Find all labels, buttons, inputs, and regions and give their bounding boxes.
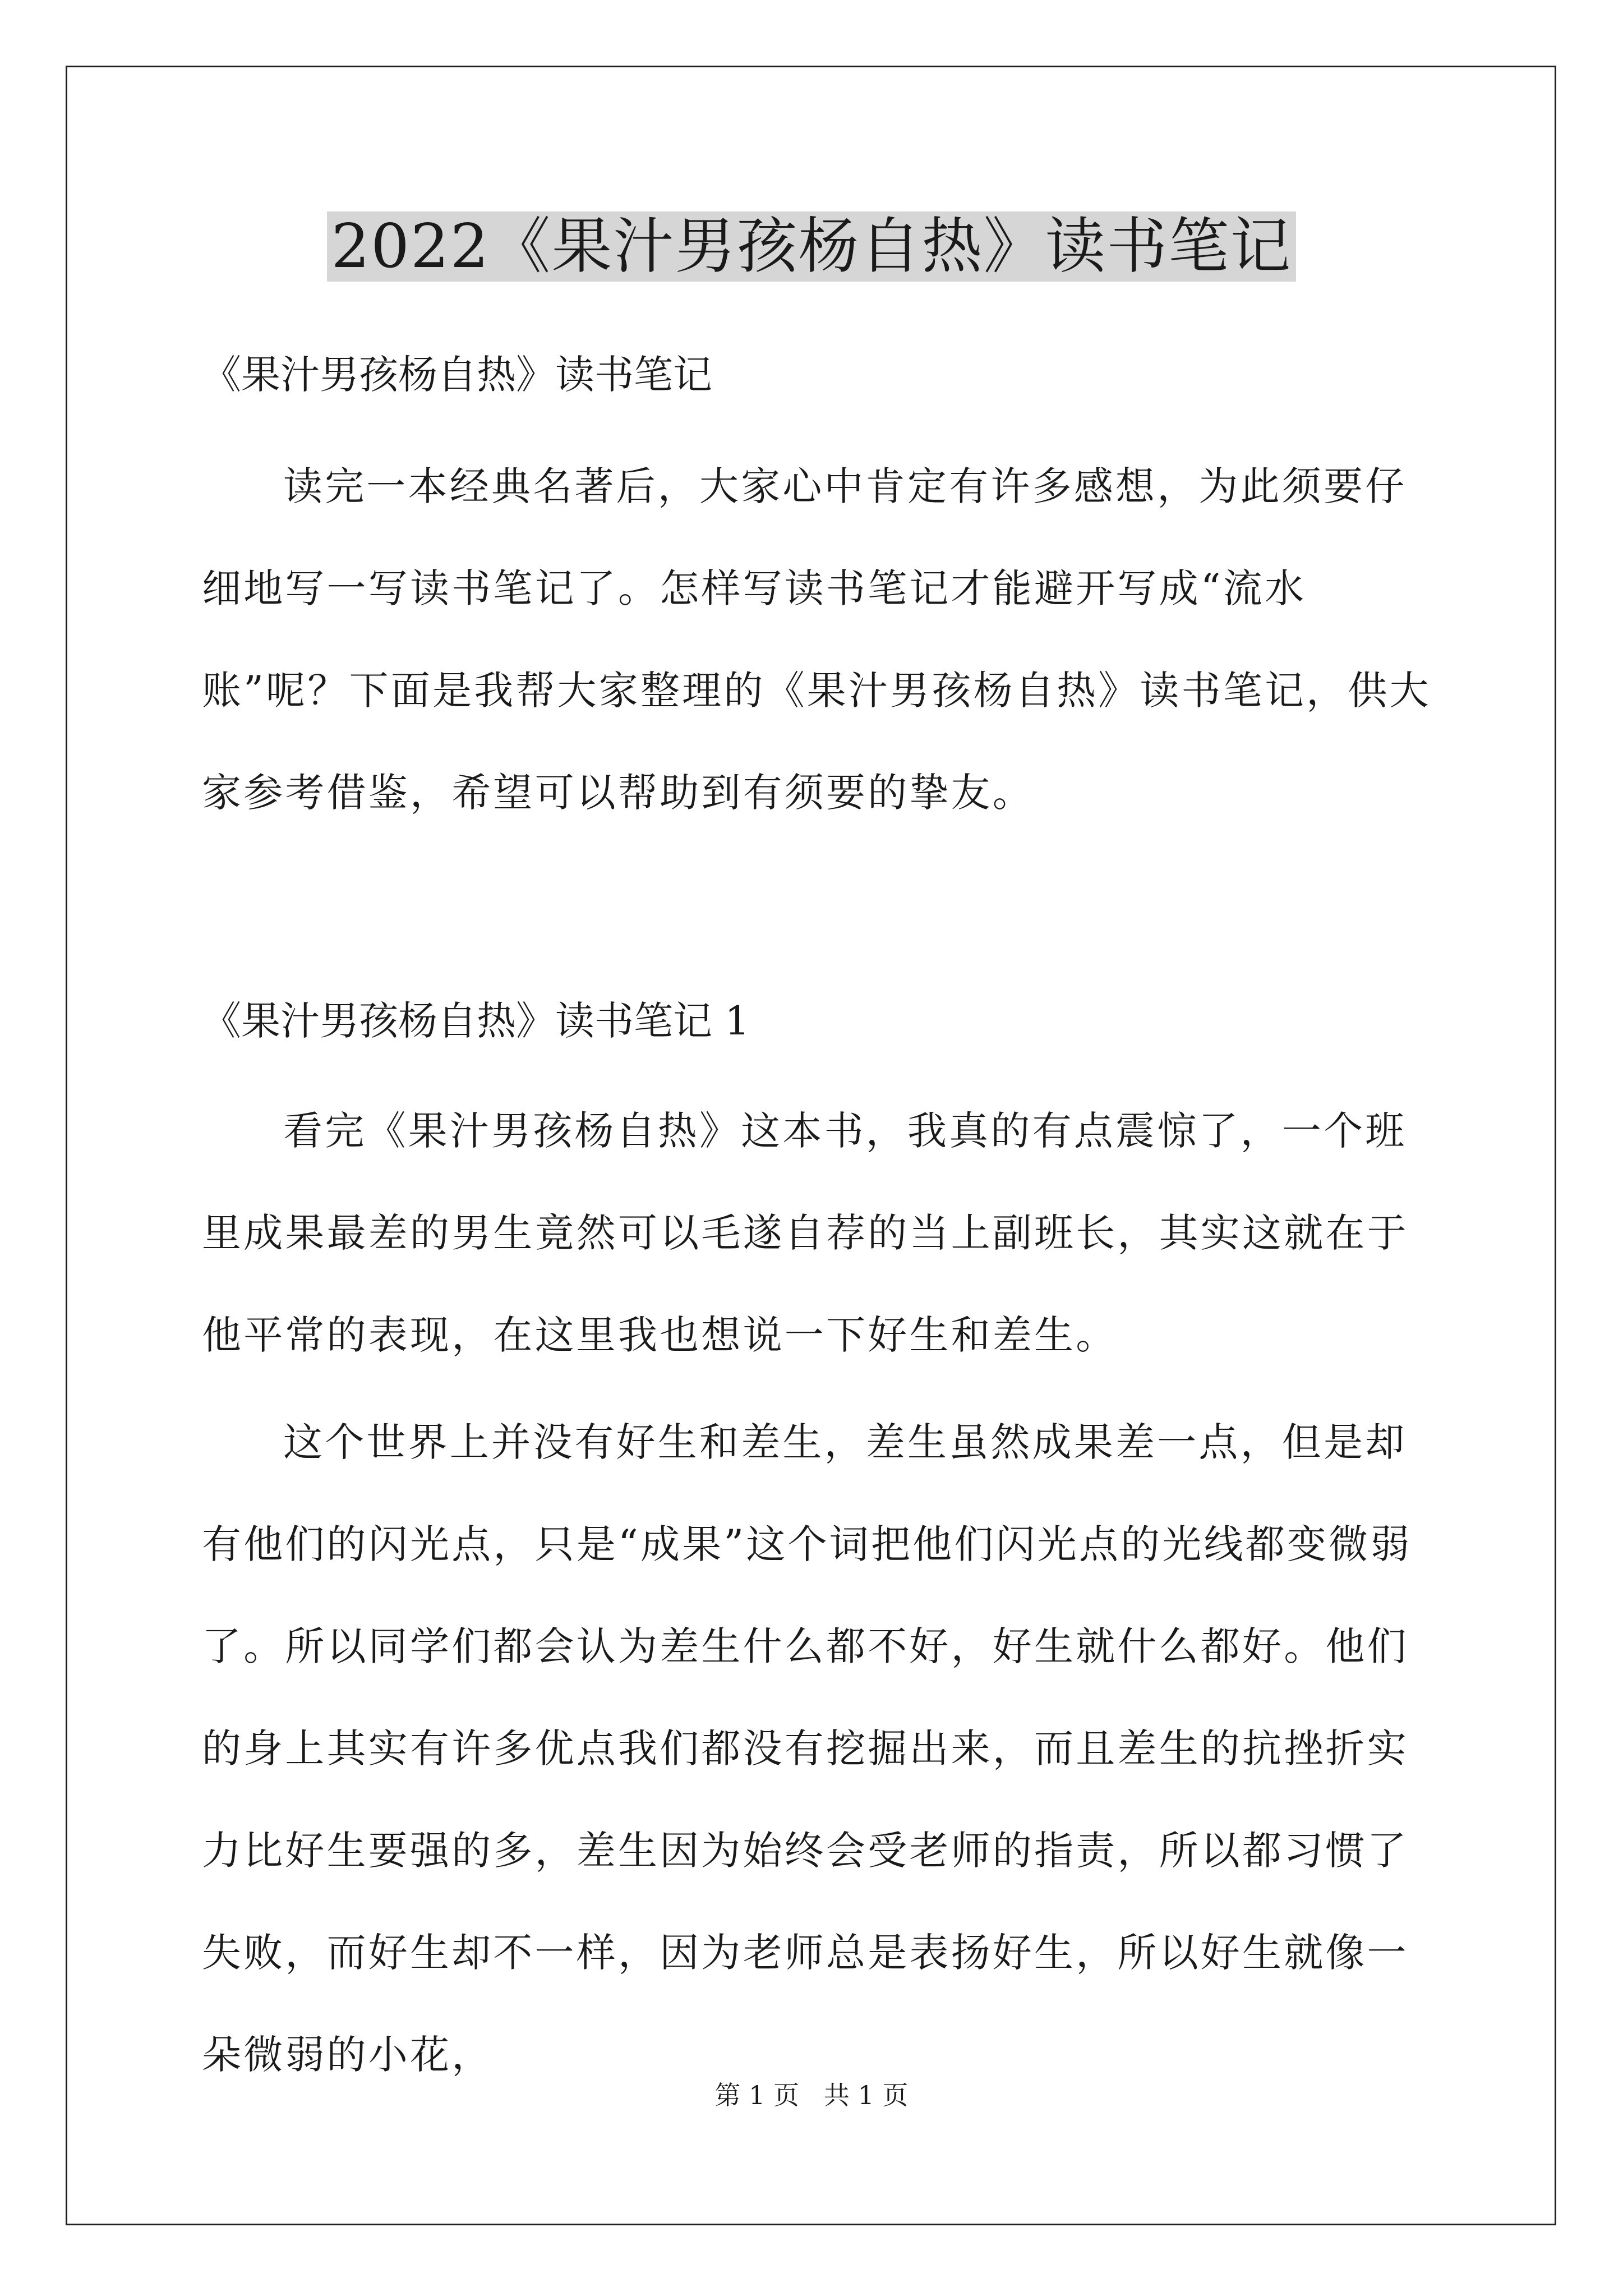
section-heading: 《果汁男孩杨自热》读书笔记 1 <box>202 998 750 1044</box>
page-number: 第 1 页 共 1 页 <box>714 2080 909 2110</box>
body-paragraph: 看完《果汁男孩杨自热》这本书，我真的有点震惊了，一个班里成果最差的男生竟然可以毛遂自荐的当上副班长，其实这就在于他平常的表现，在这里我也想说一下好生和差生。 <box>202 1108 1409 1358</box>
document-title-text: 2022《果汁男孩杨自热》读书笔记 <box>327 211 1297 282</box>
document-subtitle: 《果汁男孩杨自热》读书笔记 <box>202 352 712 398</box>
document-title <box>0 205 1623 289</box>
body-paragraph: 这个世界上并没有好生和差生，差生虽然成果差一点，但是却有他们的闪光点，只是“成果”这个词把他们闪光点的光线都变微弱了。所以同学们都会认为差生什么都不好，好生就什么都好。他们的身上其实有许多优点我们都没有挖掘出来，而且差生的抗挫折实力比好生要强的多，差生因为始终会受老师的指责，所以都习惯了失败，而好生却不一样，因为老师总是表扬好生，所以好生就像一朵微弱的小花， <box>202 1419 1412 2078</box>
intro-paragraph: 读完一本经典名著后，大家心中肯定有许多感想，为此须要仔细地写一写读书笔记了。怎样写读书笔记才能避开写成“流水账”呢？下面是我帮大家整理的《果汁男孩杨自热》读书笔记，供大家参考借鉴，希望可以帮助到有须要的挚友。 <box>202 463 1431 816</box>
